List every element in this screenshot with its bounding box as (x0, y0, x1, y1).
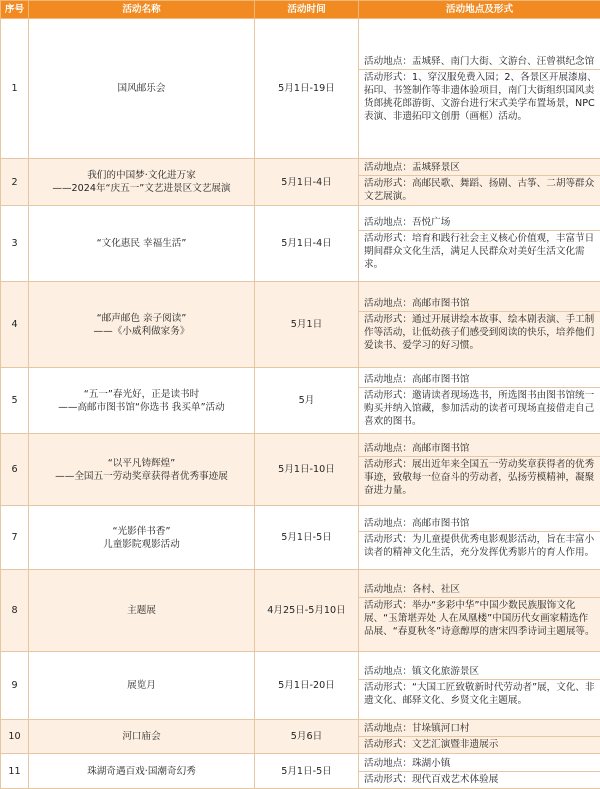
activity-format: 活动形式：为儿童提供优秀电影观影活动，旨在丰富小读者的精神文化生活，充分发挥优秀影片的育人作用。 (359, 531, 600, 560)
activity-location: 活动地点：盂城驿、南门大街、文游台、汪曾祺纪念馆 (359, 54, 600, 69)
activity-format: 活动形式：文艺汇演暨非遗展示 (359, 736, 600, 752)
table-row (1, 506, 600, 570)
activity-name-line: ——《小威利做家务》 (31, 325, 252, 338)
activity-format: 活动形式：邀请读者现场选书，所选图书由图书馆统一购买并纳入馆藏，参加活动的读者可现场直接借走自己喜欢的图书。 (359, 387, 600, 429)
table-row (1, 206, 600, 282)
activity-location: 活动地点：各村、社区 (359, 582, 600, 597)
activity-time: 5月1日-5日 (255, 506, 359, 570)
activity-time: 5月6日 (255, 720, 359, 754)
row-index: 4 (1, 282, 29, 368)
table-row (1, 159, 600, 206)
activity-name (29, 368, 255, 434)
row-index: 6 (1, 434, 29, 506)
table-header-row (1, 1, 600, 19)
table-row (1, 434, 600, 506)
activity-format: 活动形式：“大国工匠致敬新时代劳动者”展，文化、非遗文化、邮驿文化、乡贤文化主题展。 (359, 679, 600, 708)
activity-name-line: “光影伴书香” (31, 525, 252, 538)
activity-name (29, 720, 255, 754)
activity-detail (359, 368, 600, 434)
activity-name-line: “邮声邮色 亲子阅读” (31, 312, 252, 325)
activity-name-line: 珠湖奇遇百戏·国潮奇幻秀 (31, 765, 252, 778)
activity-name-line: ——2024年“庆五一”文艺进景区文艺展演 (31, 182, 252, 195)
activity-format: 活动形式：举办“多彩中华”中国少数民族服饰文化展、“玉箫堪弄处 人在凤凰楼”中国历代女画家精选作品展、“春夏秋冬”诗意醇厚的唐宋四季诗词主题展等。 (359, 597, 600, 639)
row-index: 3 (1, 206, 29, 282)
row-index: 9 (1, 652, 29, 720)
activity-time: 5月1日-19日 (255, 19, 359, 159)
activity-location: 活动地点：吾悦广场 (359, 215, 600, 230)
table-row (1, 570, 600, 652)
table-row (1, 652, 600, 720)
activity-time: 5月1日-10日 (255, 434, 359, 506)
activity-format: 活动形式：高邮民歌、舞蹈、扬剧、古筝、二胡等群众文艺展演。 (359, 175, 600, 204)
activity-format: 活动形式：培育和践行社会主义核心价值观，丰富节日期间群众文化生活，满足人民群众对美好生活文化需求。 (359, 230, 600, 272)
activity-format: 活动形式：1、穿汉服免费入园；2、各景区开展漆扇、拓印、书签制作等非遗体验项目，南门大街组织国风卖货郎挑花郎游街、文游台进行宋式美学布置场景，NPC表演、非遗拓印文创册（画框）活动。 (359, 69, 600, 124)
activity-time: 5月 (255, 368, 359, 434)
header-time: 活动时间 (255, 1, 359, 19)
header-index: 序号 (1, 1, 29, 19)
activity-time: 5月1日 (255, 282, 359, 368)
activity-location: 活动地点：高邮市图书馆 (359, 516, 600, 531)
table-row (1, 368, 600, 434)
activity-name-line: 主题展 (31, 604, 252, 617)
activity-name-line: “以平凡铸辉煌” (31, 457, 252, 470)
row-index: 10 (1, 720, 29, 754)
activity-location: 活动地点：高邮市图书馆 (359, 441, 600, 456)
row-index: 2 (1, 159, 29, 206)
row-index: 1 (1, 19, 29, 159)
activity-name (29, 19, 255, 159)
activity-name-line: ——高邮市图书馆“你选书 我买单”活动 (31, 401, 252, 414)
activity-detail (359, 570, 600, 652)
activity-name (29, 570, 255, 652)
activity-detail (359, 19, 600, 159)
table-row (1, 720, 600, 754)
activity-name-line: ——全国五一劳动奖章获得者优秀事迹展 (31, 470, 252, 483)
activity-detail (359, 159, 600, 206)
activity-name-line: 展览月 (31, 679, 252, 692)
activity-location: 活动地点：高邮市图书馆 (359, 372, 600, 387)
table-row (1, 282, 600, 368)
activity-format: 活动形式：通过开展讲绘本故事、绘本剧表演、手工制作等活动，让低幼孩子们感受到阅读的快乐，培养他们爱读书、爱学习的好习惯。 (359, 311, 600, 353)
activity-time: 5月1日-4日 (255, 159, 359, 206)
row-index: 5 (1, 368, 29, 434)
row-index: 7 (1, 506, 29, 570)
activity-name-line: 国风邮乐会 (31, 82, 252, 95)
activity-format: 活动形式：现代百戏艺术体验展 (359, 771, 600, 787)
activity-location: 活动地点：镇文化旅游景区 (359, 664, 600, 679)
activity-detail (359, 282, 600, 368)
activity-name (29, 506, 255, 570)
activity-location: 活动地点：盂城驿景区 (359, 160, 600, 175)
activity-name-line: 儿童影院观影活动 (31, 538, 252, 551)
activity-location: 活动地点：甘垛镇河口村 (359, 721, 600, 736)
activity-detail (359, 652, 600, 720)
activity-name-line: “文化惠民 幸福生活” (31, 237, 252, 250)
activity-name (29, 159, 255, 206)
activity-time: 4月25日-5月10日 (255, 570, 359, 652)
row-index: 11 (1, 754, 29, 789)
table-row (1, 19, 600, 159)
activity-time: 5月1日-5日 (255, 754, 359, 789)
activity-detail (359, 206, 600, 282)
header-detail: 活动地点及形式 (359, 1, 600, 19)
activity-name-line: “五一”春光好，正是读书时 (31, 388, 252, 401)
activity-location: 活动地点：珠湖小镇 (359, 756, 600, 771)
activity-location: 活动地点：高邮市图书馆 (359, 296, 600, 311)
activity-name-line: 我们的中国梦·文化进万家 (31, 169, 252, 182)
activity-name-line: 河口庙会 (31, 730, 252, 743)
activity-name (29, 282, 255, 368)
table-row (1, 754, 600, 789)
activity-detail (359, 434, 600, 506)
row-index: 8 (1, 570, 29, 652)
activity-detail (359, 506, 600, 570)
activity-time: 5月1日-20日 (255, 652, 359, 720)
activity-name (29, 754, 255, 789)
table-body (1, 19, 600, 789)
activity-name (29, 206, 255, 282)
activity-detail (359, 754, 600, 789)
activity-detail (359, 720, 600, 754)
activity-time: 5月1日-4日 (255, 206, 359, 282)
activity-name (29, 652, 255, 720)
activity-name (29, 434, 255, 506)
activity-format: 活动形式：展出近年来全国五一劳动奖章获得者的优秀事迹，致敬每一位奋斗的劳动者，弘扬劳模精神，凝聚奋进力量。 (359, 456, 600, 498)
header-name: 活动名称 (29, 1, 255, 19)
